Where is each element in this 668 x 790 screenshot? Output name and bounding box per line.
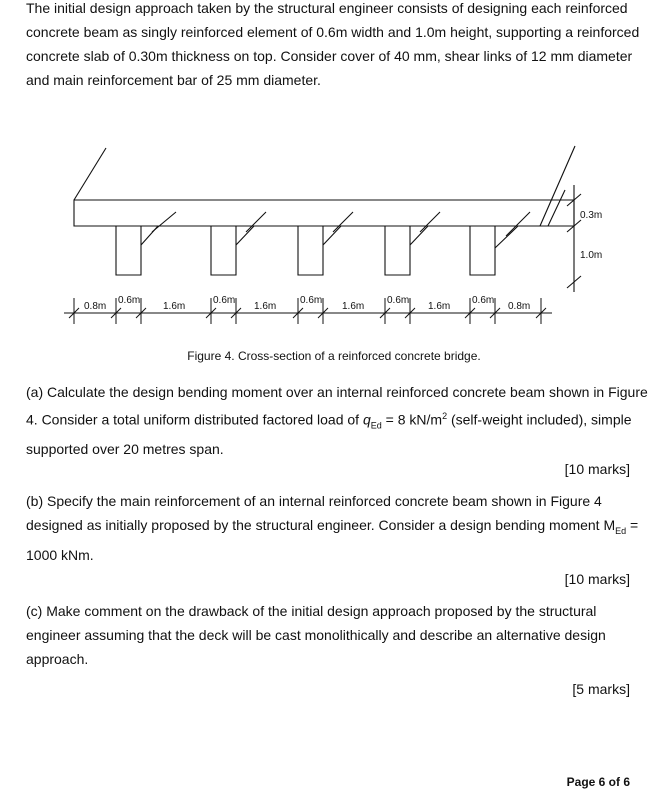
deck-slab bbox=[74, 200, 574, 226]
beam-hatch bbox=[410, 226, 428, 245]
part-a-text: (self-weight included), simple bbox=[447, 411, 632, 428]
part-c-line: approach. bbox=[26, 651, 89, 667]
beam-hatch bbox=[333, 212, 353, 232]
part-c-line: (c) Make comment on the drawback of the initial design approach proposed by the structural bbox=[26, 603, 597, 619]
right-break-line bbox=[540, 146, 575, 226]
unit-superscript: 2 bbox=[442, 411, 448, 421]
part-b-text: designed as initially proposed by the structural engineer. Consider a design bending moment M bbox=[26, 517, 616, 533]
part-b-marks: [10 marks] bbox=[564, 571, 630, 587]
m-subscript: Ed bbox=[615, 525, 627, 536]
part-a-line: supported over 20 metres span. bbox=[26, 441, 224, 458]
beam-4 bbox=[385, 226, 410, 275]
part-a-text: = 8 kN/m bbox=[381, 411, 443, 428]
intro-line: concrete slab of 0.30m thickness on top. Consider cover of 40 mm, shear links of 12 mm diameter bbox=[26, 48, 633, 64]
part-c-paragraph bbox=[26, 599, 631, 671]
part-b-text: = bbox=[626, 517, 639, 533]
q-subscript: Ed bbox=[370, 420, 382, 431]
part-b-paragraph bbox=[26, 489, 639, 567]
bridge-cross-section-figure bbox=[0, 0, 668, 340]
dim-label: 0.8m bbox=[508, 301, 531, 312]
beam-hatch bbox=[495, 226, 518, 248]
beam-hatch bbox=[323, 226, 341, 245]
beam-3 bbox=[298, 226, 323, 275]
beam-5 bbox=[470, 226, 495, 275]
part-c-marks: [5 marks] bbox=[572, 681, 630, 697]
beam-hatch bbox=[236, 226, 254, 245]
figure-caption: Figure 4. Cross-section of a reinforced concrete bridge. bbox=[187, 349, 481, 363]
part-b-line: 1000 kNm. bbox=[26, 546, 94, 563]
beam-height-label: 1.0m bbox=[580, 250, 603, 261]
dim-label: 0.6m bbox=[118, 295, 141, 306]
intro-line: and main reinforcement bar of 25 mm diameter. bbox=[26, 72, 321, 88]
beam-1 bbox=[116, 226, 141, 275]
part-a-line bbox=[26, 404, 631, 437]
dim-label: 1.6m bbox=[254, 301, 277, 312]
part-a-marks: [10 marks] bbox=[564, 461, 630, 477]
q-symbol: q bbox=[362, 411, 371, 428]
page-number: Page 6 of 6 bbox=[566, 775, 630, 789]
part-a-line: (a) Calculate the design bending moment over an internal reinforced concrete beam shown in Figure bbox=[26, 384, 648, 400]
part-b-line: (b) Specify the main reinforcement of an internal reinforced concrete beam shown in Figure 4 bbox=[26, 493, 602, 509]
beam-hatch bbox=[420, 212, 440, 232]
dim-label: 0.6m bbox=[472, 295, 495, 306]
beam-hatch bbox=[506, 212, 530, 236]
part-c-line: engineer assuming that the deck will be cast monolithically and describe an alternative design bbox=[26, 627, 606, 643]
beam-hatch bbox=[152, 212, 176, 232]
beam-hatch bbox=[246, 212, 266, 232]
dim-label: 0.6m bbox=[387, 295, 410, 306]
dim-label: 0.8m bbox=[84, 301, 107, 312]
dim-label: 1.6m bbox=[428, 301, 451, 312]
part-a-text: 4. Consider a total uniform distributed factored load of bbox=[26, 411, 363, 428]
intro-line: concrete beam as singly reinforced element of 0.6m width and 1.0m height, supporting a reinforced bbox=[26, 24, 640, 40]
dim-label: 1.6m bbox=[342, 301, 365, 312]
part-a-paragraph bbox=[26, 380, 648, 461]
dim-label: 0.6m bbox=[213, 295, 236, 306]
part-b-line bbox=[26, 513, 639, 543]
dim-label: 1.6m bbox=[163, 301, 186, 312]
left-break-line bbox=[74, 148, 106, 200]
right-break-line-2 bbox=[548, 190, 565, 226]
slab-thickness-label: 0.3m bbox=[580, 210, 603, 221]
beam-2 bbox=[211, 226, 236, 275]
dim-label: 0.6m bbox=[300, 295, 323, 306]
intro-line: The initial design approach taken by the structural engineer consists of designing each reinforced bbox=[26, 0, 628, 16]
